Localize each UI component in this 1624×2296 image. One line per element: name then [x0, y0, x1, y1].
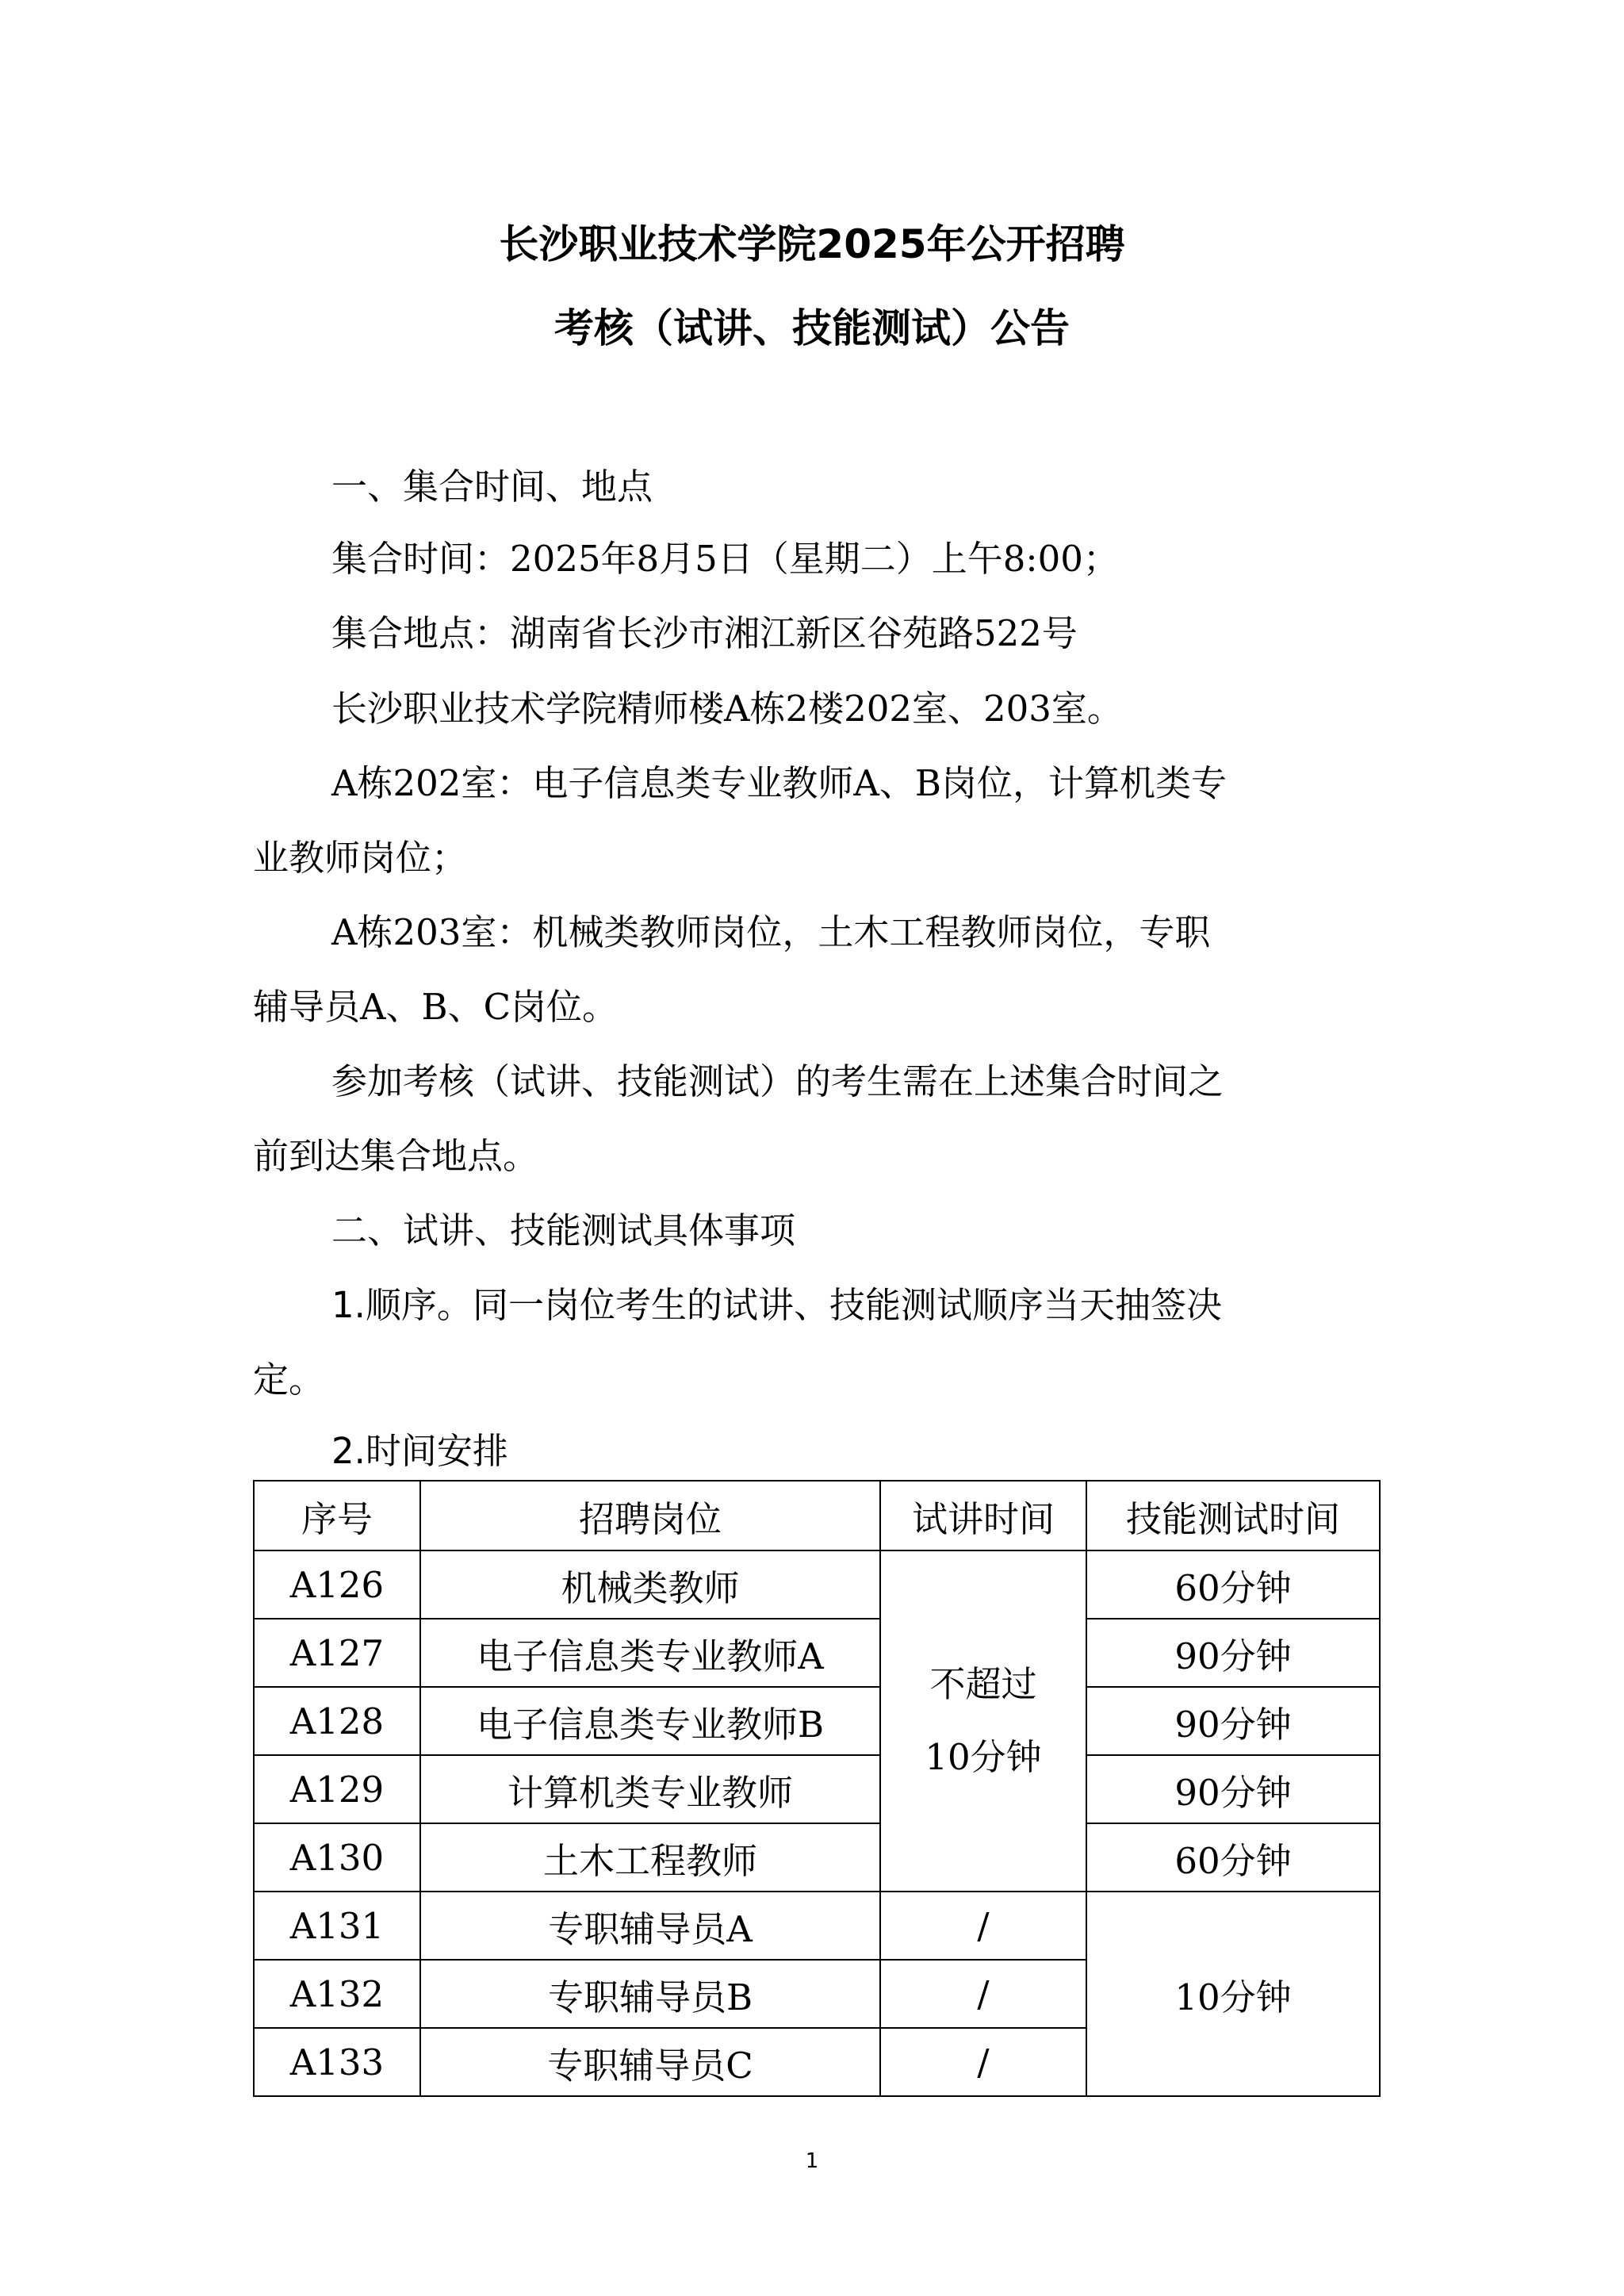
cell-lecture-time: / [880, 1892, 1086, 1960]
table-row [254, 1823, 1380, 1892]
table-row [254, 1755, 1380, 1823]
lecture-merged-line2: 10分钟 [925, 1736, 1042, 1778]
room-203-line2: 辅导员A、B、C岗位。 [253, 986, 618, 1028]
header-skill-time: 技能测试时间 [1086, 1481, 1380, 1550]
cell-position: 电子信息类专业教师A [420, 1619, 880, 1687]
page-number: 1 [805, 2149, 819, 2173]
assembly-place [331, 610, 1457, 657]
cell-lecture-merged [880, 1550, 1086, 1892]
header-lecture-time: 试讲时间 [880, 1481, 1086, 1550]
table-row [254, 1550, 1380, 1619]
cell-no: A128 [254, 1687, 420, 1755]
cell-position: 专职辅导员A [420, 1892, 880, 1960]
document-title-line1: 长沙职业技术学院2025年公开招聘 [499, 221, 1125, 267]
schedule-table [253, 1480, 1381, 2097]
room-202-line1: A栋202室：电子信息类专业教师A、B岗位，计算机类专 [331, 762, 1227, 804]
header-position: 招聘岗位 [420, 1481, 880, 1550]
table-row [254, 1892, 1380, 1960]
cell-position: 计算机类专业教师 [420, 1755, 880, 1823]
cell-skill-merged: 10分钟 [1086, 1892, 1380, 2096]
table-row [254, 1687, 1380, 1755]
room-203-line1: A栋203室：机械类教师岗位，土木工程教师岗位，专职 [331, 911, 1211, 953]
arrival-notice-line2: 前到达集合地点。 [253, 1135, 539, 1177]
cell-position: 土木工程教师 [420, 1823, 880, 1892]
cell-no: A133 [254, 2028, 420, 2096]
cell-skill-time: 60分钟 [1086, 1550, 1380, 1619]
cell-no: A129 [254, 1755, 420, 1823]
order-text: 同一岗位考生的试讲、技能测试顺序当天抽签决 [472, 1284, 1222, 1326]
schedule-heading: 2.时间安排 [331, 1430, 508, 1472]
assembly-place-detail: 长沙职业技术学院精师楼A栋2楼202室、203室。 [331, 688, 1123, 730]
cell-no: A130 [254, 1823, 420, 1892]
order-paragraph-line1 [331, 1282, 1457, 1329]
cell-skill-time: 90分钟 [1086, 1619, 1380, 1687]
cell-position: 专职辅导员C [420, 2028, 880, 2096]
order-label: 1.顺序。 [331, 1284, 473, 1326]
cell-skill-time: 60分钟 [1086, 1823, 1380, 1892]
assembly-time-value: 2025年8月5日（星期二）上午8:00； [510, 538, 1119, 580]
cell-position: 专职辅导员B [420, 1960, 880, 2028]
assembly-place-value: 湖南省长沙市湘江新区谷苑路522号 [510, 612, 1078, 654]
table-header-row [254, 1481, 1380, 1550]
header-no: 序号 [254, 1481, 420, 1550]
section1-heading: 一、集合时间、地点 [331, 466, 653, 508]
order-paragraph-line2: 定。 [253, 1359, 325, 1401]
cell-skill-time: 90分钟 [1086, 1755, 1380, 1823]
section2-heading: 二、试讲、技能测试具体事项 [331, 1209, 796, 1251]
cell-lecture-time: / [880, 2028, 1086, 2096]
cell-no: A132 [254, 1960, 420, 2028]
cell-position: 机械类教师 [420, 1550, 880, 1619]
cell-skill-time: 90分钟 [1086, 1687, 1380, 1755]
arrival-notice-line1: 参加考核（试讲、技能测试）的考生需在上述集合时间之 [331, 1060, 1224, 1102]
cell-no: A126 [254, 1550, 420, 1619]
lecture-merged-line1: 不超过 [929, 1663, 1037, 1705]
cell-lecture-time: / [880, 1960, 1086, 2028]
room-202-line2: 业教师岗位； [253, 837, 468, 879]
assembly-place-label: 集合地点： [331, 612, 511, 654]
table-row [254, 1619, 1380, 1687]
assembly-time [331, 535, 1457, 583]
assembly-time-label: 集合时间： [331, 538, 511, 580]
cell-no: A127 [254, 1619, 420, 1687]
document-title-line2: 考核（试讲、技能测试）公告 [554, 305, 1070, 351]
cell-no: A131 [254, 1892, 420, 1960]
cell-position: 电子信息类专业教师B [420, 1687, 880, 1755]
